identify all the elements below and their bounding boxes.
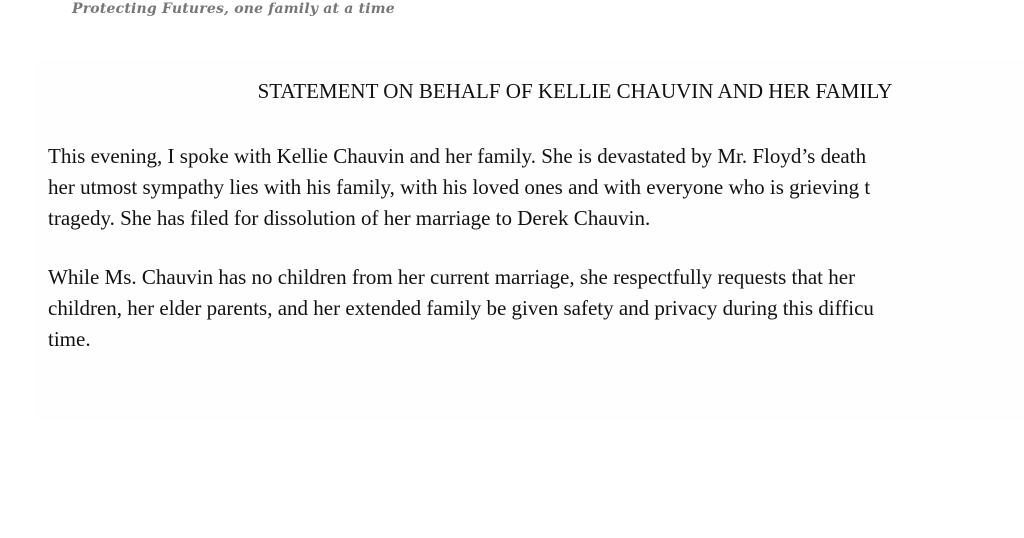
letterhead-tagline: Protecting Futures, one family at a time bbox=[72, 1, 395, 17]
statement-paragraph-2 bbox=[48, 262, 874, 355]
statement-paragraph-1 bbox=[48, 141, 870, 234]
paragraph-line: tragedy. She has filed for dissolution of her marriage to Derek Chauvin. bbox=[48, 206, 651, 230]
document-body-region bbox=[40, 64, 1024, 416]
paragraph-line: children, her elder parents, and her extended family be given safety and privacy during this difficu bbox=[48, 296, 874, 320]
paragraph-line: While Ms. Chauvin has no children from her current marriage, she respectfully requests that her bbox=[48, 265, 856, 289]
statement-title: STATEMENT ON BEHALF OF KELLIE CHAUVIN AND HER FAMILY bbox=[257, 79, 893, 103]
paragraph-line: This evening, I spoke with Kellie Chauvin and her family. She is devastated by Mr. Floyd’s death bbox=[48, 144, 867, 168]
paragraph-line: her utmost sympathy lies with his family, with his loved ones and with everyone who is grieving t bbox=[48, 175, 871, 199]
paragraph-line: time. bbox=[48, 327, 91, 351]
